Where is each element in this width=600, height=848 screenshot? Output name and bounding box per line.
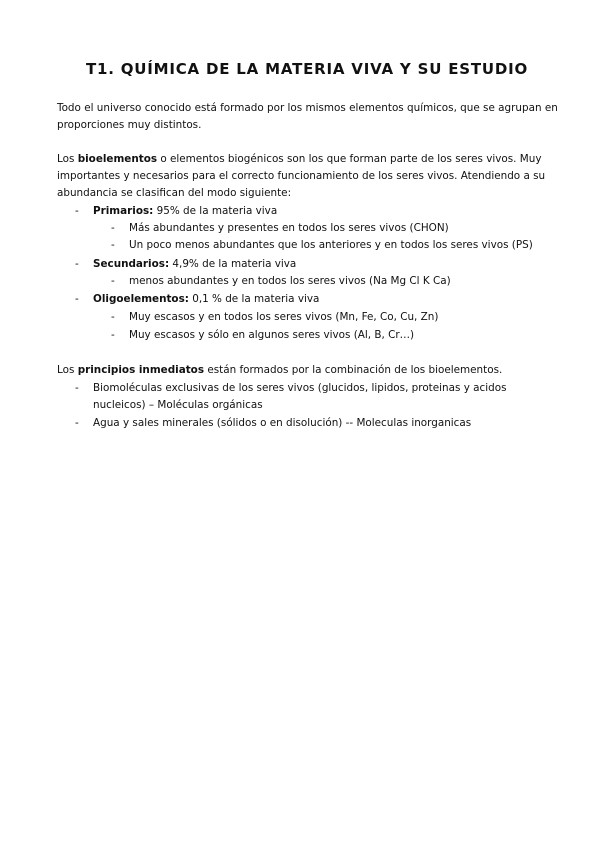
sublist-dash: - xyxy=(111,239,115,251)
text: o elementos biogénicos son los que forman parte de los seres vivos. Muy xyxy=(157,153,542,165)
text: están formados por la combinación de los bioelementos. xyxy=(204,364,503,376)
primarios-label: Primarios: xyxy=(93,205,154,217)
bioelementos-line: abundancia se clasifican del modo siguiente: xyxy=(57,187,292,199)
sublist-item: menos abundantes y en todos los seres vivos (Na Mg Cl K Ca) xyxy=(129,275,451,287)
bioelementos-line: importantes y necesarios para el correcto funcionamiento de los seres vivos. Atendiendo a su xyxy=(57,170,546,182)
item-line: nucleicos) – Moléculas orgánicas xyxy=(93,399,263,411)
oligoelementos-text: 0,1 % de la materia viva xyxy=(188,293,320,305)
list-dash: - xyxy=(75,417,79,429)
list-dash: - xyxy=(75,293,79,305)
primarios-text: 95% de la materia viva xyxy=(153,205,278,217)
text: Los xyxy=(57,364,78,376)
sublist-dash: - xyxy=(111,329,115,341)
intro-line: Todo el universo conocido está formado por los mismos elementos químicos, que se agrupan en xyxy=(57,102,558,114)
sublist-dash: - xyxy=(111,311,115,323)
bioelementos-line xyxy=(57,151,557,168)
sublist-dash: - xyxy=(111,222,115,234)
bioelementos-paragraph xyxy=(57,151,557,202)
sublist-item: Un poco menos abundantes que los anteriores y en todos los seres vivos (PS) xyxy=(129,239,533,251)
list-item-agua: Agua y sales minerales (sólidos o en disolución) -- Moleculas inorganicas xyxy=(93,417,472,429)
list-dash: - xyxy=(75,205,79,217)
sublist-item: Más abundantes y presentes en todos los seres vivos (CHON) xyxy=(129,222,449,234)
sublist-item: Muy escasos y sólo en algunos seres vivos (Al, B, Cr…) xyxy=(129,329,415,341)
sublist-item: Muy escasos y en todos los seres vivos (Mn, Fe, Co, Cu, Zn) xyxy=(129,311,439,323)
secundarios-text: 4,9% de la materia viva xyxy=(169,258,297,270)
list-dash: - xyxy=(75,382,79,394)
document-title: T1. QUÍMICA DE LA MATERIA VIVA Y SU ESTUDIO xyxy=(85,60,529,78)
list-item-secundarios xyxy=(93,256,296,273)
principios-paragraph xyxy=(57,362,557,379)
intro-line: proporciones muy distintos. xyxy=(57,119,202,131)
list-item-biomoleculas xyxy=(93,380,507,414)
principios-line xyxy=(57,362,557,379)
sublist-dash: - xyxy=(111,275,115,287)
secundarios-label: Secundarios: xyxy=(93,258,170,270)
intro-paragraph xyxy=(57,100,557,134)
oligoelementos-label: Oligoelementos: xyxy=(93,293,189,305)
item-line: Biomoléculas exclusivas de los seres vivos (glucidos, lipidos, proteinas y acidos xyxy=(93,382,507,394)
bioelementos-term: bioelementos xyxy=(77,153,158,165)
list-item-oligoelementos xyxy=(93,291,319,308)
list-item-primarios xyxy=(93,203,277,220)
principios-term: principios inmediatos xyxy=(77,364,205,376)
text: Los xyxy=(57,153,78,165)
list-dash: - xyxy=(75,258,79,270)
